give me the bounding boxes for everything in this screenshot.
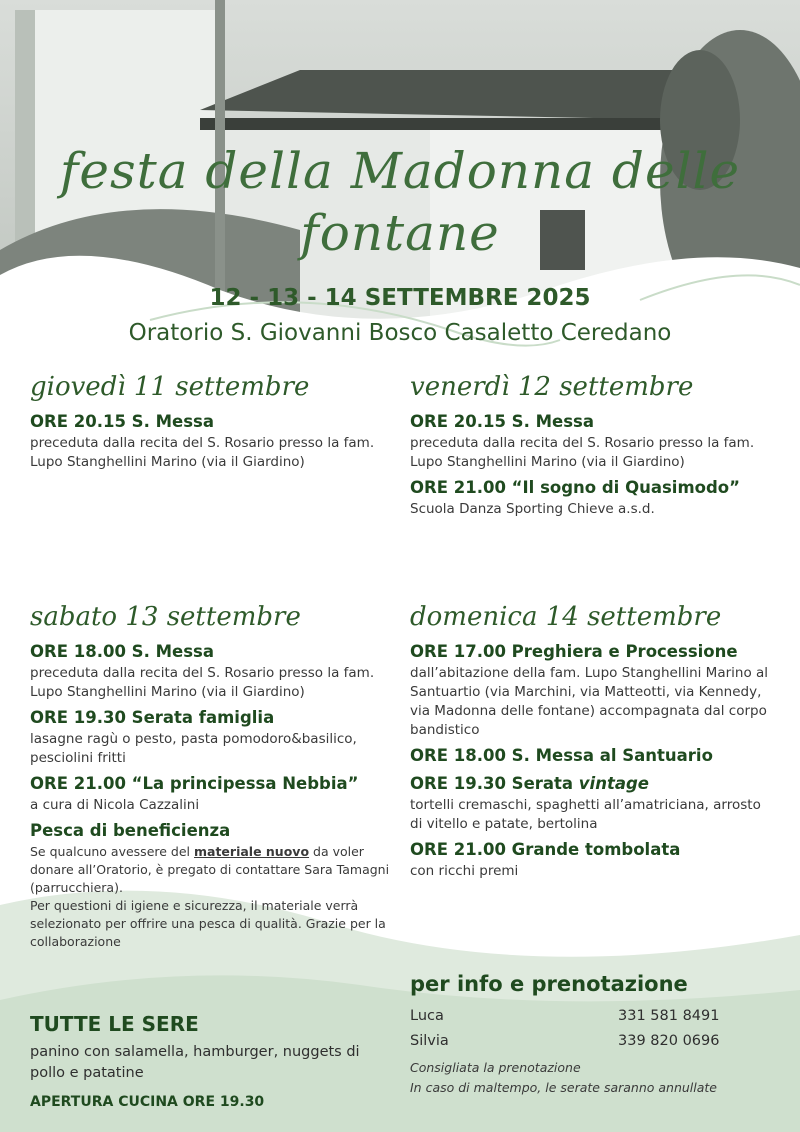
info-section: [410, 972, 770, 1098]
event-time-title: ORE 19.30 Serata famiglia: [30, 708, 275, 727]
event-title-line2: fontane: [300, 204, 500, 262]
event-time-title: ORE 21.00 “Il sogno di Quasimodo”: [410, 478, 740, 497]
event-description: con ricchi premi: [410, 863, 519, 879]
booking-recommended: Consigliata la prenotazione: [410, 1060, 581, 1075]
every-evening-menu: panino con salamella, hamburger, nuggets di pollo e patatine: [30, 1044, 360, 1081]
event-description: Scuola Danza Sporting Chieve a.s.d.: [410, 501, 655, 517]
event-description: a cura di Nicola Cazzalini: [30, 797, 200, 813]
charity-description: [30, 843, 390, 897]
day-heading: domenica 14 settembre: [410, 602, 722, 632]
contact-phone: 331 581 8491: [618, 1008, 720, 1024]
charity-description-2: Per questioni di igiene e sicurezza, il materiale verrà selezionato per offrire una pesca di qualità. Grazie per la collaborazione: [30, 898, 386, 949]
event-title-line1: festa della Madonna delle: [59, 142, 741, 200]
event-time-title: ORE 17.00 Preghiera e Processione: [410, 642, 738, 661]
event-time-title: Pesca di beneficienza: [30, 821, 231, 840]
charity-text-post: da voler donare all’Oratorio, è pregato di contattare Sara Tamagni (parrucchiera).: [30, 844, 390, 895]
booking-note: [410, 1058, 770, 1098]
event-time-title: ORE 21.00 Grande tombolata: [410, 840, 681, 859]
event-title-pre: ORE 19.30 Serata: [410, 774, 579, 793]
kitchen-opening: APERTURA CUCINA ORE 19.30: [30, 1094, 265, 1110]
charity-text-highlight: materiale nuovo: [194, 844, 310, 859]
day-heading: giovedì 11 settembre: [30, 372, 310, 402]
event-time-title: ORE 21.00 “La principessa Nebbia”: [30, 774, 359, 793]
contact-name: Luca: [410, 1008, 444, 1024]
every-evening-title: TUTTE LE SERE: [30, 1012, 199, 1036]
event-description: lasagne ragù o pesto, pasta pomodoro&basilico, pesciolini fritti: [30, 731, 357, 766]
event-venue: Oratorio S. Giovanni Bosco Casaletto Ceredano: [128, 320, 672, 346]
event-description: preceduta dalla recita del S. Rosario presso la fam. Lupo Stanghellini Marino (via il Giardino): [410, 435, 755, 470]
every-evening-section: [30, 1012, 370, 1110]
event-description: preceduta dalla recita del S. Rosario presso la fam. Lupo Stanghellini Marino (via il Giardino): [30, 435, 375, 470]
info-title: per info e prenotazione: [410, 972, 688, 996]
event-time-title: ORE 18.00 S. Messa al Santuario: [410, 746, 713, 765]
day-saturday: [30, 602, 390, 951]
day-sunday: [410, 602, 770, 881]
event-description: preceduta dalla recita del S. Rosario presso la fam. Lupo Stanghellini Marino (via il Giardino): [30, 665, 375, 700]
contact-row: [410, 1004, 770, 1029]
contact-row: [410, 1029, 770, 1054]
event-time-title: ORE 20.15 S. Messa: [410, 412, 594, 431]
event-description: dall’abitazione della fam. Lupo Stanghellini Marino al Santuartio (via Marchini, via Matteotti, via Kennedy, via Madonna delle fontane) accompagnata dal corpo bandistico: [410, 665, 769, 738]
day-thursday: [30, 372, 390, 472]
contact-name: Silvia: [410, 1033, 449, 1049]
charity-text-pre: Se qualcuno avessere del: [30, 844, 194, 859]
contact-phone: 339 820 0696: [618, 1033, 720, 1049]
event-dates: 12 - 13 - 14 SETTEMBRE 2025: [209, 285, 591, 311]
event-time-title: [410, 772, 770, 796]
event-time-title: ORE 20.15 S. Messa: [30, 412, 214, 431]
day-friday: [410, 372, 770, 519]
weather-note: In caso di maltempo, le serate saranno annullate: [410, 1080, 718, 1095]
event-description: tortelli cremaschi, spaghetti all’amatriciana, arrosto di vitello e patate, bertolina: [410, 797, 761, 832]
day-heading: sabato 13 settembre: [30, 602, 301, 632]
day-heading: venerdì 12 settembre: [410, 372, 694, 402]
event-title-emphasis: vintage: [578, 774, 649, 793]
event-time-title: ORE 18.00 S. Messa: [30, 642, 214, 661]
